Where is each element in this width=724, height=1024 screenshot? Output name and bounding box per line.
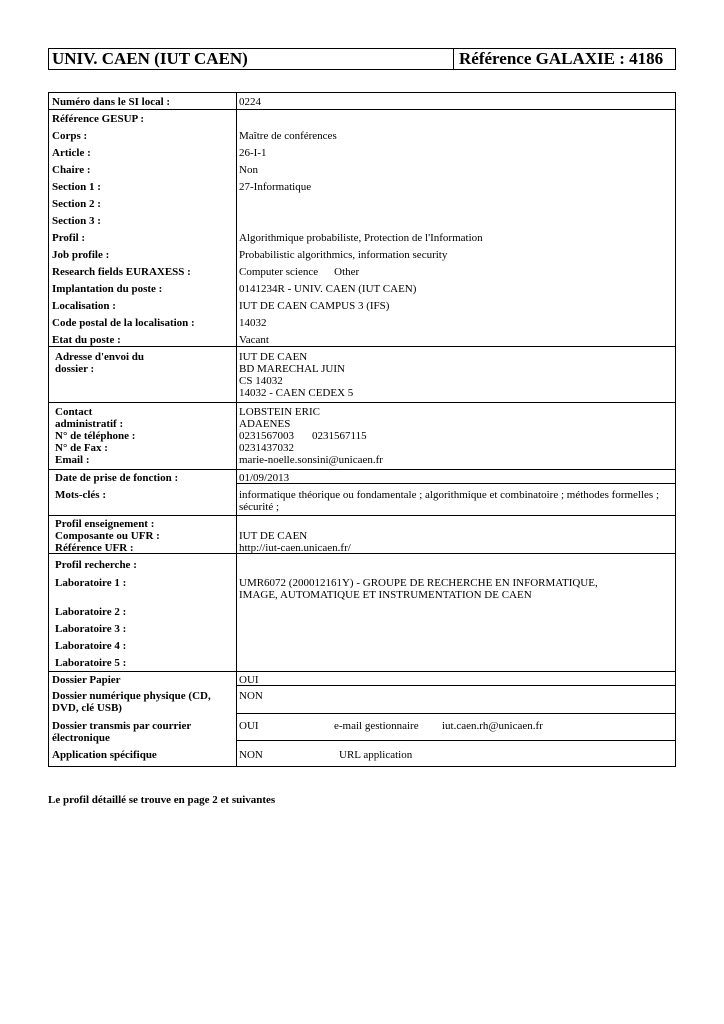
address-line: BD MARECHAL JUIN [239, 363, 345, 375]
dossier-courrier-label-line: Dossier transmis par courrier [52, 720, 192, 732]
dossier-courrier-value: OUI [239, 720, 259, 732]
row-divider [236, 713, 675, 714]
email-label: Email : [55, 454, 90, 466]
dossier-numerique-value: NON [239, 690, 263, 702]
address-line: CS 14032 [239, 375, 283, 387]
dossier-numerique-label-line: DVD, clé USB) [52, 702, 122, 714]
row-divider [49, 109, 675, 110]
row-divider [49, 515, 675, 516]
implantation-value: 0141234R - UNIV. CAEN (IUT CAEN) [239, 283, 417, 295]
dossier-courrier-label [52, 720, 191, 744]
contact-admin-label: administratif : [55, 418, 124, 430]
job-profile-value: Probabilistic algorithmics, information security [239, 249, 448, 261]
date-prise-label: Date de prise de fonction : [55, 472, 179, 484]
dossier-numerique-label [52, 690, 211, 714]
reference-ufr-link[interactable]: http://iut-caen.unicaen.fr/ [239, 542, 351, 554]
fax-value: 0231437032 [239, 442, 294, 454]
section2-label: Section 2 : [52, 198, 101, 210]
chaire-label: Chaire : [52, 164, 91, 176]
row-divider [236, 483, 675, 484]
laboratoire5-label: Laboratoire 5 : [55, 657, 127, 669]
reference-ufr-label: Référence UFR : [55, 542, 134, 554]
corps-value: Maître de conférences [239, 130, 337, 142]
article-label: Article : [52, 147, 91, 159]
implantation-label: Implantation du poste : [52, 283, 163, 295]
profil-recherche-label: Profil recherche : [55, 559, 137, 571]
contact-label: Contact [55, 406, 93, 418]
mots-cles-value: informatique théorique ou fondamentale ; algorithmique et combinatoire ; méthodes formelles ; sécurité ; [239, 489, 660, 513]
laboratoire1-value [239, 577, 598, 601]
composante-label: Composante ou UFR : [55, 530, 160, 542]
address-line: 14032 - CAEN CEDEX 5 [239, 387, 354, 399]
adresse-label-line: dossier : [55, 363, 95, 375]
column-divider [236, 93, 237, 766]
contact-name: LOBSTEIN ERIC [239, 406, 320, 418]
research-fields-label: Research fields EURAXESS : [52, 266, 191, 278]
telephone-primary: 0231567003 [239, 430, 294, 442]
laboratoire1-line: IMAGE, AUTOMATIQUE ET INSTRUMENTATION DE CAEN [239, 589, 532, 601]
telephone-secondary: 0231567115 [312, 430, 367, 442]
job-profile-label: Job profile : [52, 249, 110, 261]
laboratoire3-label: Laboratoire 3 : [55, 623, 127, 635]
email-gestionnaire-label: e-mail gestionnaire [334, 720, 419, 732]
numero-value: 0224 [239, 96, 261, 108]
corps-label: Corps : [52, 130, 88, 142]
localisation-value: IUT DE CAEN CAMPUS 3 (IFS) [239, 300, 390, 312]
row-divider [49, 402, 675, 403]
profil-enseignement-label: Profil enseignement : [55, 518, 155, 530]
laboratoire2-label: Laboratoire 2 : [55, 606, 127, 618]
composante-value: IUT DE CAEN [239, 530, 308, 542]
row-divider [49, 346, 675, 347]
row-divider [236, 740, 675, 741]
laboratoire4-label: Laboratoire 4 : [55, 640, 127, 652]
article-value: 26-I-1 [239, 147, 267, 159]
enseignement-labels [55, 518, 160, 554]
application-label: Application spécifique [52, 749, 157, 761]
date-prise-value: 01/09/2013 [239, 472, 290, 484]
code-postal-label: Code postal de la localisation : [52, 317, 195, 329]
dossier-papier-value: OUI [239, 674, 259, 686]
dossier-courrier-label-line: électronique [52, 732, 110, 744]
research-fields-value [239, 266, 359, 278]
mots-cles-label: Mots-clés : [55, 489, 107, 501]
etat-value: Vacant [239, 334, 269, 346]
row-divider [49, 671, 675, 672]
job-info-table [48, 92, 676, 767]
etat-label: Etat du poste : [52, 334, 121, 346]
adresse-label-line: Adresse d'envoi du [55, 351, 145, 363]
profil-value: Algorithmique probabiliste, Protection de l'Information [239, 232, 483, 244]
contact-role: ADAENES [239, 418, 291, 430]
contact-values [239, 406, 383, 466]
institution-title: UNIV. CAEN (IUT CAEN) [49, 49, 454, 69]
row-divider [236, 685, 675, 686]
fax-label: N° de Fax : [55, 442, 108, 454]
chaire-value: Non [239, 164, 258, 176]
telephone-values [239, 430, 383, 442]
section3-label: Section 3 : [52, 215, 101, 227]
section1-value: 27-Informatique [239, 181, 312, 193]
contact-email[interactable]: marie-noelle.sonsini@unicaen.fr [239, 454, 383, 466]
footer-note: Le profil détaillé se trouve en page 2 et suivantes [48, 794, 276, 806]
enseignement-values [239, 530, 351, 554]
url-application-label: URL application [339, 749, 413, 761]
laboratoire1-line: UMR6072 (200012161Y) - GROUPE DE RECHERCHE EN INFORMATIQUE, [239, 577, 598, 589]
row-divider [49, 469, 675, 470]
page-header [48, 48, 676, 70]
adresse-value [239, 351, 353, 399]
laboratoire1-label: Laboratoire 1 : [55, 577, 127, 589]
galaxie-reference: Référence GALAXIE : 4186 [459, 49, 664, 68]
contact-labels [55, 406, 135, 466]
dossier-numerique-label-line: Dossier numérique physique (CD, [52, 690, 211, 702]
application-value: NON [239, 749, 263, 761]
adresse-label [55, 351, 144, 375]
numero-label: Numéro dans le SI local : [52, 96, 171, 108]
research-field-primary: Computer science [239, 266, 319, 278]
code-postal-value: 14032 [239, 317, 267, 329]
gesup-label: Référence GESUP : [52, 113, 145, 125]
telephone-label: N° de téléphone : [55, 430, 136, 442]
address-line: IUT DE CAEN [239, 351, 308, 363]
dossier-papier-label: Dossier Papier [52, 674, 121, 686]
research-field-secondary: Other [334, 266, 360, 278]
localisation-label: Localisation : [52, 300, 116, 312]
section1-label: Section 1 : [52, 181, 101, 193]
profil-label: Profil : [52, 232, 86, 244]
email-gestionnaire-value[interactable]: iut.caen.rh@unicaen.fr [442, 720, 543, 732]
